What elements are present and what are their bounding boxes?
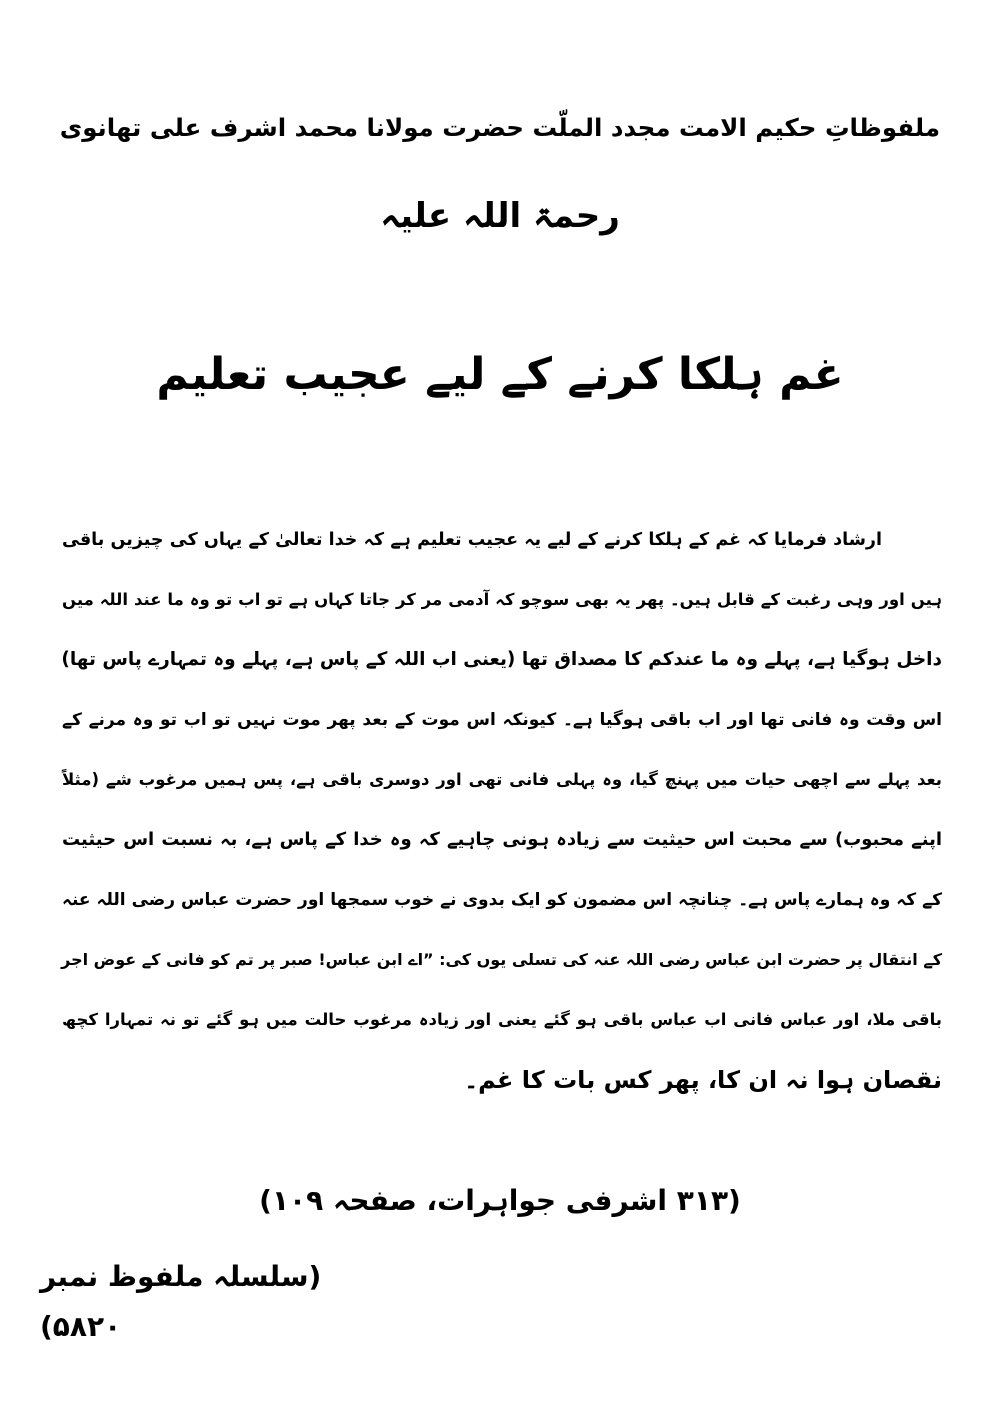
body-line: ہیں اور وہی رغبت کے قابل ہیں۔ پھر یہ بھی سوچو کہ آدمی مر کر جاتا کہاں ہے تو اب تو وہ ما عند اللہ میں bbox=[62, 590, 942, 609]
body-text bbox=[62, 512, 942, 1112]
source-reference: (۳۱۳ اشرفی جواہرات، صفحہ ۱۰۹) bbox=[259, 1184, 741, 1217]
page-title: غم ہلکا کرنے کے لیے عجیب تعلیم bbox=[156, 349, 844, 400]
body-line: داخل ہوگیا ہے، پہلے وہ ما عندکم کا مصداق تھا (یعنی اب اللہ کے پاس ہے، پہلے وہ تمہارے پاس تھا) bbox=[61, 649, 942, 670]
body-line: اس وقت وہ فانی تھا اور اب باقی ہوگیا ہے۔ کیونکہ اس موت کے بعد پھر موت نہیں تو اب تو وہ مرنے کے bbox=[62, 710, 942, 730]
body-line: بعد پہلے سے اچھی حیات میں پہنچ گیا، وہ پہلی فانی تھی اور دوسری باقی ہے، پس ہمیں مرغوب شے (مثلاً bbox=[62, 770, 942, 789]
body-line: باقی ملا، اور عباس فانی اب عباس باقی ہو گئے یعنی اور زیادہ مرغوب حالت میں ہو گئے تو نہ تمہارا کچھ bbox=[62, 1010, 942, 1029]
body-line: ارشاد فرمایا کہ غم کے ہلکا کرنے کے لیے یہ عجیب تعلیم ہے کہ خدا تعالیٰ کے یہاں کی چیزیں باقی bbox=[62, 530, 882, 550]
header-honorific: رحمۃ اللہ علیہ bbox=[380, 196, 620, 236]
body-line: کے کہ وہ ہمارے پاس ہے۔ چنانچہ اس مضمون کو ایک بدوی نے خوب سمجھا اور حضرت عباس رضی اللہ عنہ bbox=[62, 890, 942, 910]
header-title: ملفوظاتِ حکیم الامت مجدد الملّت حضرت مولانا محمد اشرف علی تھانوی bbox=[59, 113, 940, 142]
body-line: نقصان ہوا نہ ان کا، پھر کس بات کا غم۔ bbox=[464, 1066, 942, 1094]
body-line: اپنے محبوب) سے محبت اس حیثیت سے زیادہ ہونی چاہیے کہ وہ خدا کے پاس ہے، بہ نسبت اس حیثیت bbox=[62, 829, 942, 850]
serial-number: (سلسلہ ملفوظ نمبر ۵۸۲۰) bbox=[40, 1260, 322, 1343]
body-line: کے انتقال پر حضرت ابن عباس رضی اللہ عنہ کی تسلی یوں کی: ”اے ابن عباس! صبر پر تم کو فانی کے عوض اجر bbox=[61, 950, 942, 969]
